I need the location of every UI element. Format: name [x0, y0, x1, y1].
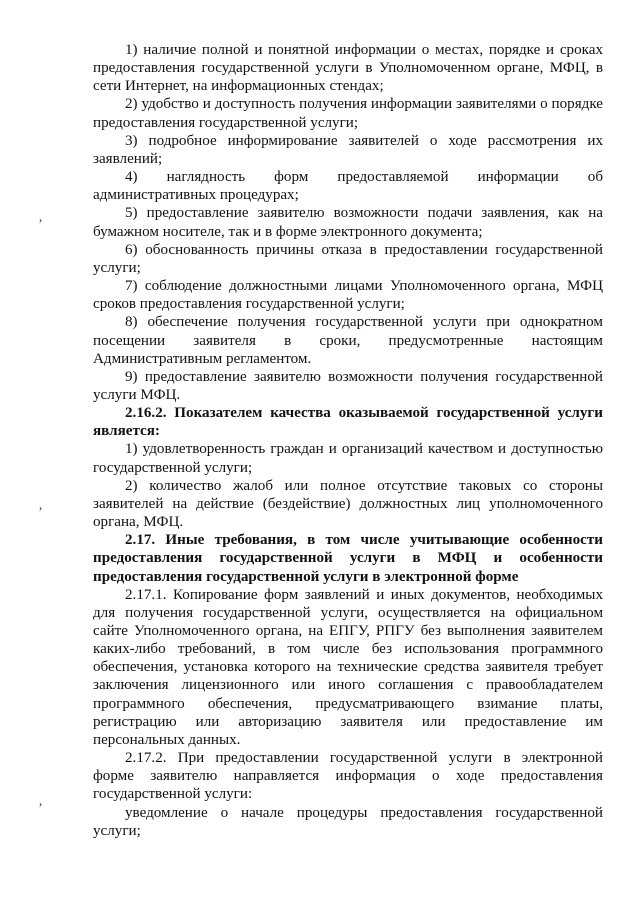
section-heading: 2.16.2. Показателем качества оказываемой государственной услуги является:: [93, 405, 603, 440]
paragraph: 5) предоставление заявителю возможности подачи заявления, как на бумажном носителе, так и в форме электронного документа;: [93, 205, 603, 240]
margin-mark: ,: [39, 497, 43, 512]
margin-mark: ,: [39, 793, 43, 808]
margin-mark: ,: [39, 209, 43, 224]
paragraph: 8) обеспечение получения государственной услуги при однократном посещении заявителя в сроки, предусмотренные настоящим Административным регламентом.: [93, 314, 603, 367]
document-body: [93, 41, 603, 840]
paragraph: 2) удобство и доступность получения информации заявителями о порядке предоставления государственной услуги;: [93, 96, 603, 131]
paragraph: 3) подробное информирование заявителей о ходе рассмотрения их заявлений;: [93, 132, 603, 167]
paragraph: 1) удовлетворенность граждан и организаций качеством и доступностью государственной услуги;: [93, 441, 603, 476]
paragraph: 9) предоставление заявителю возможности получения государственной услуги МФЦ.: [93, 368, 603, 403]
section-heading: 2.17. Иные требования, в том числе учитывающие особенности предоставления государственной услуги в МФЦ и особенности предоставления государственной услуги в электронной форме: [93, 532, 603, 585]
paragraph: 2) количество жалоб или полное отсутствие таковых со стороны заявителей на действие (бездействие) должностных лиц уполномоченного органа, МФЦ.: [93, 477, 603, 531]
paragraph: 2.17.2. При предоставлении государственной услуги в электронной форме заявителю направляется информация о ходе предоставления государственной услуги:: [93, 750, 603, 803]
paragraph: уведомление о начале процедуры предоставления государственной услуги;: [93, 804, 603, 839]
paragraph: 1) наличие полной и понятной информации о местах, порядке и сроках предоставления государственной услуги в Уполномоченном органе, МФЦ, в сети Интернет, на информационных стендах;: [93, 42, 603, 95]
paragraph: 4) наглядность форм предоставляемой информации об административных процедурах;: [93, 169, 603, 204]
paragraph: 2.17.1. Копирование форм заявлений и иных документов, необходимых для получения государственной услуги, осуществляется на официальном сайте Уполномоченного органа, на ЕПГУ, РПГУ без выполнения заявителем каких-либо требований, в том числе без использования программного обеспечения, установка которого на технические средства заявителя требует заключения лицензионного или иного соглашения с правообладателем программного обеспечения, предусматривающего взимание платы, регистрацию или авторизацию заявителя или предоставление им персональных данных.: [93, 586, 603, 748]
paragraph: 6) обоснованность причины отказа в предоставлении государственной услуги;: [93, 241, 603, 276]
paragraph: 7) соблюдение должностными лицами Уполномоченного органа, МФЦ сроков предоставления государственной услуги;: [93, 278, 603, 313]
